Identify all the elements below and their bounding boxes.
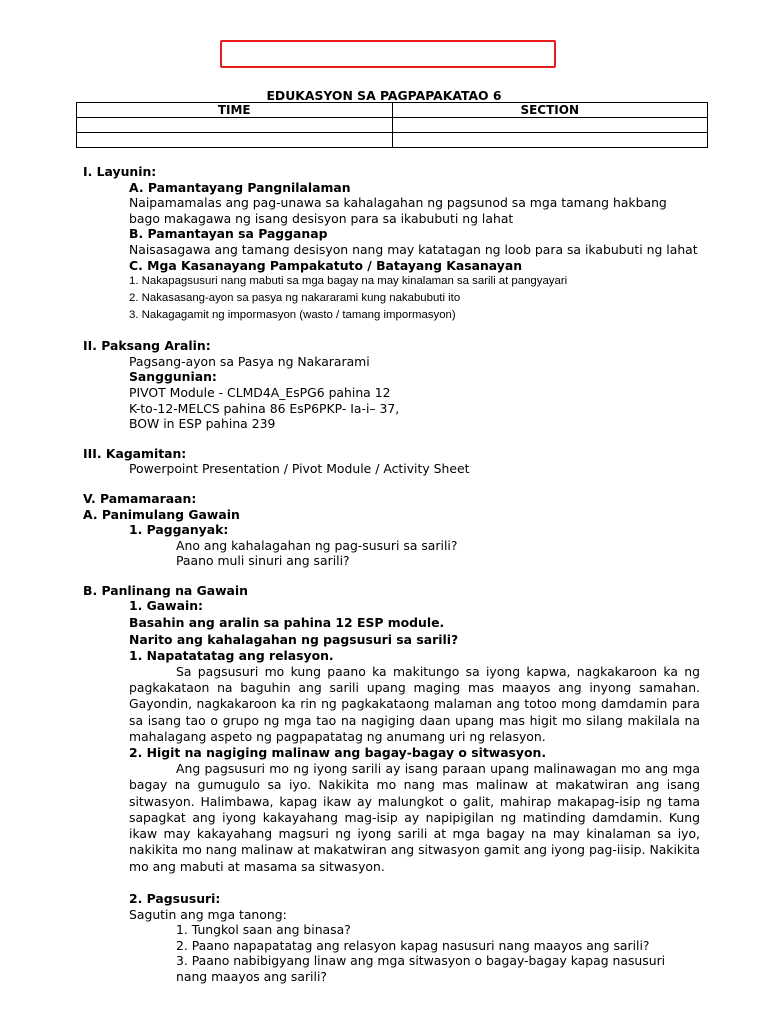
time-cell[interactable] bbox=[77, 133, 393, 148]
kagamitan-heading: III. Kagamitan: bbox=[83, 445, 187, 461]
reference-item: PIVOT Module - CLMD4A_EsPG6 pahina 12 bbox=[129, 384, 391, 400]
question-item: 2. Paano napapatatag ang relasyon kapag nasusuri nang maayos ang sarili? bbox=[176, 937, 650, 953]
kasanayan-item: 2. Nakasasang-ayon sa pasya ng nakararami kung nakabubuti ito bbox=[129, 292, 461, 305]
pagganyak-question: Paano muli sinuri ang sarili? bbox=[176, 553, 350, 569]
time-header: TIME bbox=[77, 103, 393, 118]
gawain-label: 1. Gawain: bbox=[129, 598, 204, 614]
paksa-heading: II. Paksang Aralin: bbox=[83, 338, 211, 354]
point1-text: Sa pagsusuri mo kung paano ka makitungo sa iyong kapwa, nagkakaroon ka ng pagkakataon na baguhin ang sarili upang maging mas maayos ang inyong samahan. Gayondin, nagkakaroon ka rin ng pagkakataong malaman ang totoo mong damdamin para sa isang tao o grupo ng mga tao na nagiging daan upang mas higit mo silang makilala na mahalagang aspeto ng pagpapatatag ng anumang uri ng relasyon. bbox=[129, 663, 700, 745]
sanggunian-label: Sanggunian: bbox=[129, 369, 217, 385]
panimulang-gawain-heading: A. Panimulang Gawain bbox=[83, 506, 240, 522]
page-title: EDUKASYON SA PAGPAPAKATAO 6 bbox=[266, 88, 502, 103]
pagganyak-label: 1. Pagganyak: bbox=[129, 522, 229, 538]
pagsusuri-label: 2. Pagsusuri: bbox=[129, 891, 221, 906]
kasanayan-label: C. Mga Kasanayang Pampakatuto / Batayang Kasanayan bbox=[129, 257, 523, 273]
pamantayan-sa-pagganap-label: B. Pamantayan sa Pagganap bbox=[129, 226, 328, 242]
kagamitan-text: Powerpoint Presentation / Pivot Module / Activity Sheet bbox=[129, 461, 470, 477]
question-item: 3. Paano nabibigyang linaw ang mga sitwasyon o bagay-bagay kapag nasusuri nang maayos ang sarili? bbox=[176, 953, 666, 984]
pagsusuri-intro: Sagutin ang mga tanong: bbox=[129, 906, 287, 922]
kasanayan-item: 1. Nakapagsusuri nang mabuti sa mga bagay na may kinalaman sa sarili at pangyayari bbox=[129, 275, 568, 288]
section-cell[interactable] bbox=[392, 118, 708, 133]
panlinang-heading: B. Panlinang na Gawain bbox=[83, 582, 248, 598]
pamantayang-pangnilalaman-text: Naipamamalas ang pag-unawa sa kahalagahan ng pagsunod sa mga tamang hakbang bago makagawa ng isang desisyon para sa ikabubuti ng lahat bbox=[129, 195, 667, 226]
layunin-heading: I. Layunin: bbox=[83, 164, 157, 179]
reference-item: BOW in ESP pahina 239 bbox=[129, 416, 276, 432]
paksa-topic: Pagsang-ayon sa Pasya ng Nakararami bbox=[129, 353, 370, 369]
section-header: SECTION bbox=[392, 103, 708, 118]
point2-label: 2. Higit na nagiging malinaw ang bagay-bagay o sitwasyon. bbox=[129, 745, 547, 761]
question-item: 1. Tungkol saan ang binasa? bbox=[176, 922, 351, 938]
reference-item: K-to-12-MELCS pahina 86 EsP6PKP- Ia-i– 37, bbox=[129, 400, 400, 416]
kasanayan-item: 3. Nakagagamit ng impormasyon (wasto / tamang impormasyon) bbox=[129, 309, 456, 322]
section-cell[interactable] bbox=[392, 133, 708, 148]
pamantayang-pangnilalaman-label: A. Pamantayang Pangnilalaman bbox=[129, 179, 351, 195]
name-box[interactable] bbox=[220, 40, 556, 68]
pagganyak-question: Ano ang kahalagahan ng pag-susuri sa sarili? bbox=[176, 537, 458, 553]
schedule-table bbox=[76, 102, 708, 148]
point2-text: Ang pagsusuri mo ng iyong sarili ay isang paraan upang malinawagan mo ang mga bagay na gumugulo sa iyo. Nakikita mo nang mas malinaw at makatwiran ang isang sitwasyon. Halimbawa, kapag ikaw ay malungkot o galit, mahirap makapag-isip ng tama sapagkat ang iyong kakayahang mag-isip ay napipigilan ng matinding damdamin. Kung ikaw may kakayahang magsuri ng iyong sarili at mga bagay na may kinalaman sa iyo, nakikita mo nang malinaw at makatwiran ang sitwasyon gamit ang iyong pag-iisip. Nakikita mo ang mabuti at masama sa sitwasyon. bbox=[129, 760, 700, 874]
point1-label: 1. Napatatatag ang relasyon. bbox=[129, 648, 334, 664]
gawain-line: Basahin ang aralin sa pahina 12 ESP module. bbox=[129, 615, 445, 631]
gawain-line: Narito ang kahalagahan ng pagsusuri sa sarili? bbox=[129, 631, 459, 647]
time-cell[interactable] bbox=[77, 118, 393, 133]
pamantayan-sa-pagganap-text: Naisasagawa ang tamang desisyon nang may katatagan ng loob para sa ikabubuti ng lahat bbox=[129, 241, 698, 257]
lesson-content bbox=[83, 164, 700, 985]
pamamaraan-heading: V. Pamamaraan: bbox=[83, 490, 197, 506]
